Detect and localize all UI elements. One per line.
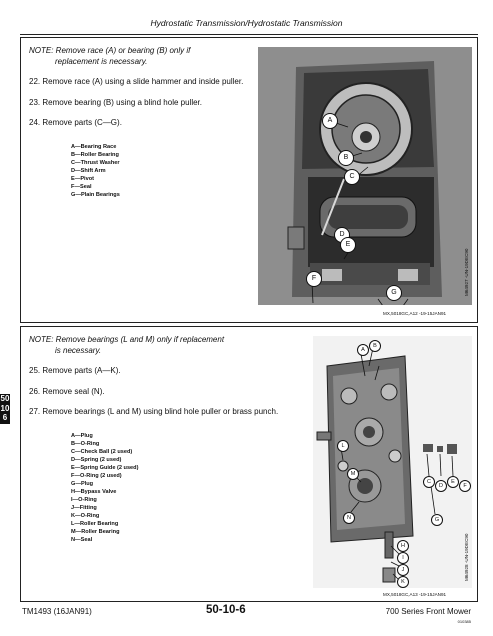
note-1-line2: replacement is necessary. bbox=[55, 56, 148, 66]
page-number: 50-10-6 bbox=[206, 604, 246, 616]
legend-item: M—Roller Bearing bbox=[71, 528, 120, 535]
center-section-photo bbox=[313, 336, 472, 588]
page-header: Hydrostatic Transmission/Hydrostatic Transmission bbox=[150, 18, 343, 28]
figure-code-2: M64928 -UN-19DEC90 bbox=[464, 533, 469, 581]
procedure-panel-2 bbox=[20, 326, 478, 602]
legend-item: F—O-Ring (2 used) bbox=[71, 472, 122, 479]
legend-item: N—Seal bbox=[71, 536, 93, 543]
tab-page: 6 bbox=[2, 413, 8, 422]
callout-D: D bbox=[435, 480, 447, 492]
product-name: 700 Series Front Mower bbox=[385, 607, 471, 616]
parts-legend-1 bbox=[71, 143, 251, 199]
step-22: 22. Remove race (A) using a slide hammer and inside puller. bbox=[29, 77, 244, 86]
callout-F: F bbox=[459, 480, 471, 492]
manual-id: TM1493 (16JAN91) bbox=[22, 607, 92, 616]
print-code: 010385 bbox=[457, 619, 471, 624]
step-27: 27. Remove bearings (L and M) using blind hole puller or brass punch. bbox=[29, 407, 279, 416]
legend-item: G—Plug bbox=[71, 480, 94, 487]
instructions-2 bbox=[29, 335, 299, 544]
legend-item: C—Thrust Washer bbox=[71, 159, 120, 166]
step-25: 25. Remove parts (A—K). bbox=[29, 366, 121, 375]
legend-item: A—Bearing Race bbox=[71, 143, 117, 150]
legend-item: E—Pivot bbox=[71, 175, 95, 182]
legend-item: A—Plug bbox=[71, 432, 93, 439]
legend-item: J—Fitting bbox=[71, 504, 97, 511]
legend-item: C—Check Ball (2 used) bbox=[71, 448, 133, 455]
legend-item: H—Bypass Valve bbox=[71, 488, 117, 495]
legend-item: D—Spring (2 used) bbox=[71, 456, 122, 463]
callout-D: D bbox=[334, 227, 350, 243]
callout-B: B bbox=[369, 340, 381, 352]
note-2 bbox=[29, 335, 299, 356]
note-1-line1: NOTE: Remove race (A) or bearing (B) only if bbox=[29, 46, 191, 55]
instructions-1 bbox=[29, 46, 251, 199]
legend-item: E—Spring Guide (2 used) bbox=[71, 464, 139, 471]
legend-item: B—O-Ring bbox=[71, 440, 100, 447]
callout-A: A bbox=[357, 344, 369, 356]
legend-item: G—Plain Bearings bbox=[71, 191, 120, 198]
callout-C: C bbox=[423, 476, 435, 488]
parts-legend-2 bbox=[71, 432, 299, 544]
callout-J: J bbox=[397, 564, 409, 576]
legend-item: B—Roller Bearing bbox=[71, 151, 119, 158]
callout-L: L bbox=[337, 440, 349, 452]
note-2-line2: is necessary. bbox=[55, 345, 102, 355]
callout-K: K bbox=[397, 576, 409, 588]
callout-B: B bbox=[338, 150, 354, 166]
header-rule bbox=[20, 34, 478, 35]
section-tab bbox=[0, 394, 10, 424]
legend-item: I—O-Ring bbox=[71, 496, 97, 503]
legend-item: K—O-Ring bbox=[71, 512, 100, 519]
legend-item: F—Seal bbox=[71, 183, 92, 190]
transmission-housing-photo bbox=[258, 47, 472, 305]
callout-N: N bbox=[343, 512, 355, 524]
callout-H: H bbox=[397, 540, 409, 552]
callout-layer bbox=[258, 47, 472, 305]
procedure-panel-1 bbox=[20, 37, 478, 323]
tab-group: 50 bbox=[0, 394, 10, 403]
callout-I: I bbox=[397, 552, 409, 564]
legend-item: D—Shift Arm bbox=[71, 167, 106, 174]
callout-M: M bbox=[347, 468, 359, 480]
step-23: 23. Remove bearing (B) using a blind hole puller. bbox=[29, 97, 202, 107]
note-2-line1: NOTE: Remove bearings (L and M) only if replacement bbox=[29, 335, 225, 344]
figure-caption-2: MX,5018GC,A13 -19-15JAN91 bbox=[383, 592, 447, 597]
figure-code-1: M64927 -UN-19DEC90 bbox=[464, 248, 469, 296]
callout-G: G bbox=[431, 514, 443, 526]
center-section-illustration bbox=[313, 336, 472, 588]
step-24: 24. Remove parts (C—G). bbox=[29, 118, 122, 127]
callout-F: F bbox=[306, 271, 322, 287]
callout-E: E bbox=[447, 476, 459, 488]
callout-G: G bbox=[386, 285, 402, 301]
note-1 bbox=[29, 46, 251, 67]
callout-C: C bbox=[344, 169, 360, 185]
callout-E: E bbox=[340, 237, 356, 253]
tab-section: 10 bbox=[0, 403, 10, 413]
figure-caption-1: MX,5018GC,A12 -19-15JAN91 bbox=[383, 311, 447, 316]
legend-item: L—Roller Bearing bbox=[71, 520, 119, 527]
step-26: 26. Remove seal (N). bbox=[29, 386, 105, 396]
callout-A: A bbox=[322, 113, 338, 129]
